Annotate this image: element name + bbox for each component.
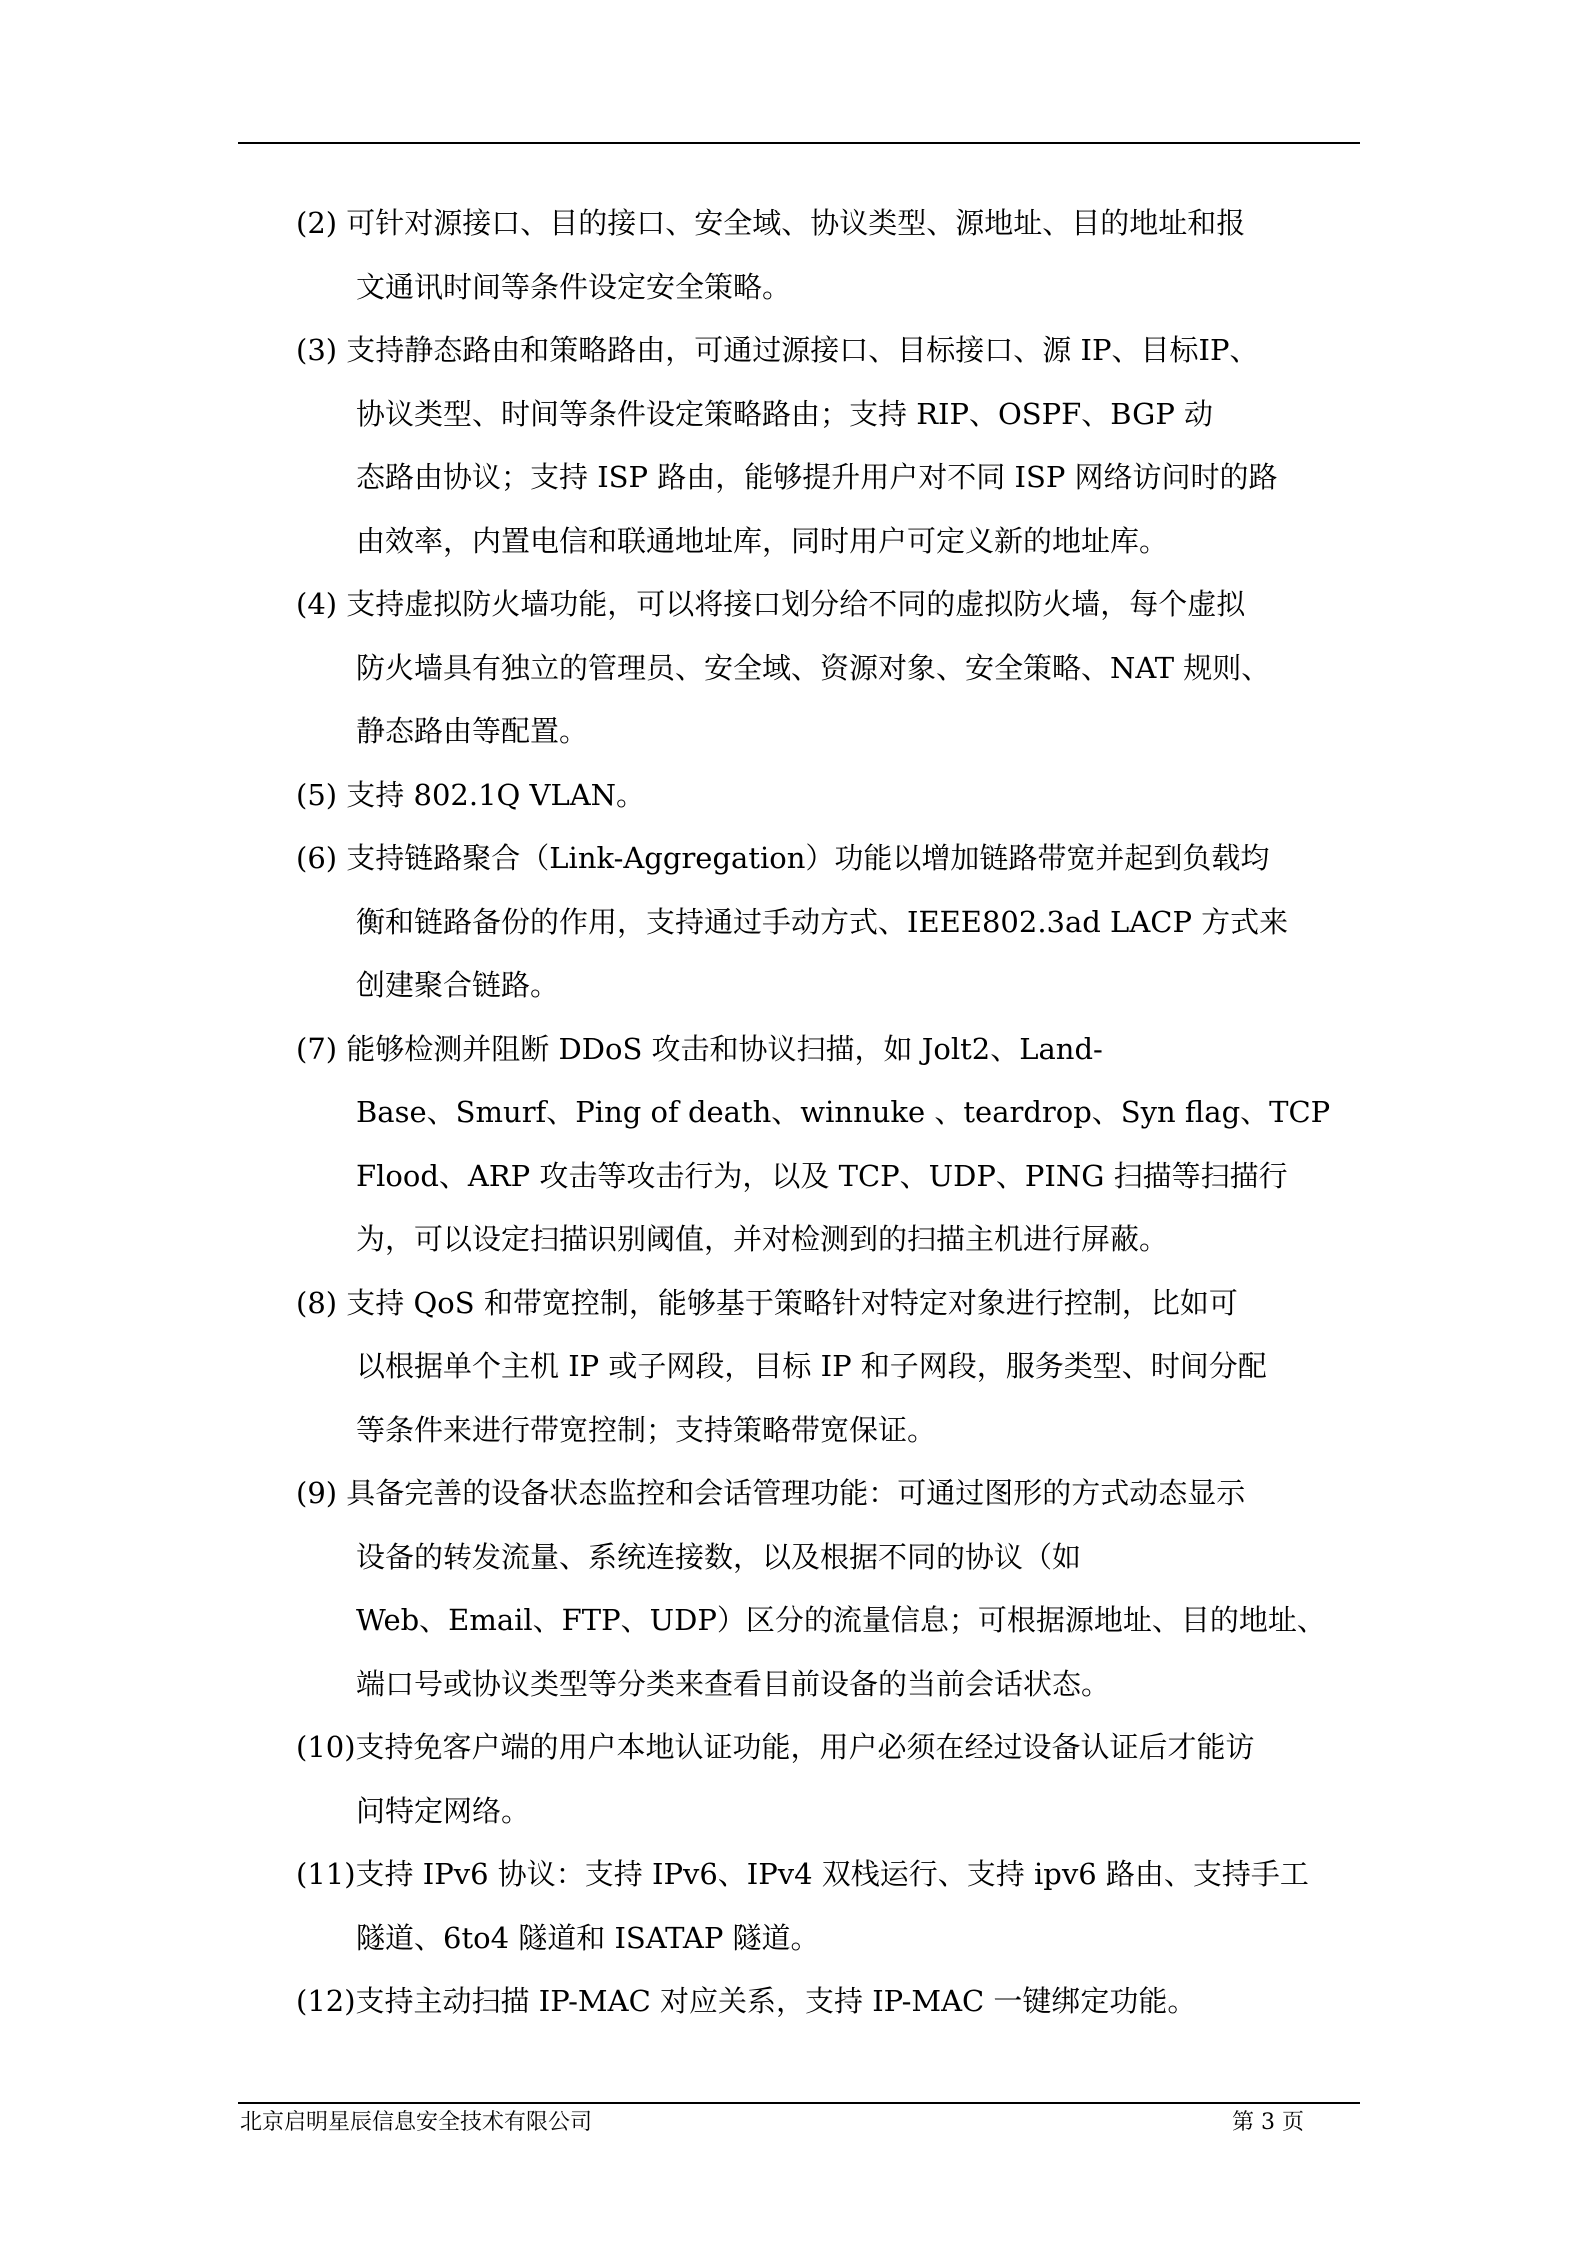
list-item	[238, 192, 1368, 319]
list-item	[238, 1970, 1368, 2034]
item-line: (11)支持 IPv6 协议：支持 IPv6、IPv4 双栈运行、支持 ipv6 路由、支持手工	[296, 1857, 1309, 1891]
item-line: (2) 可针对源接口、目的接口、安全域、协议类型、源地址、目的地址和报	[296, 206, 1246, 240]
item-line: 问特定网络。	[356, 1793, 531, 1828]
list-item	[238, 1716, 1368, 1843]
footer-rule	[238, 2102, 1360, 2104]
item-line: (3) 支持静态路由和策略路由，可通过源接口、目标接口、源 IP、目标IP、	[296, 333, 1259, 367]
item-line: (8) 支持 QoS 和带宽控制，能够基于策略针对特定对象进行控制，比如可	[296, 1285, 1238, 1320]
item-line: (10)支持免客户端的用户本地认证功能，用户必须在经过设备认证后才能访	[296, 1730, 1255, 1764]
item-line: 端口号或协议类型等分类来查看目前设备的当前会话状态。	[356, 1666, 1111, 1701]
item-line: 隧道、6to4 隧道和 ISATAP 隧道。	[356, 1920, 820, 1955]
list-item	[238, 1272, 1368, 1463]
item-line: Base、Smurf、Ping of death、winnuke 、teardrop、Syn flag、TCP	[356, 1095, 1331, 1129]
item-line: 协议类型、时间等条件设定策略路由；支持 RIP、OSPF、BGP 动	[356, 396, 1214, 431]
item-line: 文通讯时间等条件设定安全策略。	[356, 269, 792, 304]
header-rule	[238, 142, 1360, 144]
item-line: 衡和链路备份的作用，支持通过手动方式、IEEE802.3ad LACP 方式来	[356, 904, 1289, 939]
list-item	[238, 1843, 1368, 1970]
item-line: Flood、ARP 攻击等攻击行为，以及 TCP、UDP、PING 扫描等扫描行	[356, 1158, 1288, 1193]
list-item	[238, 319, 1368, 573]
list-item	[238, 1018, 1368, 1272]
item-line: 创建聚合链路。	[356, 968, 560, 1002]
item-line: 静态路由等配置。	[356, 714, 589, 748]
item-line: (4) 支持虚拟防火墙功能，可以将接口划分给不同的虚拟防火墙，每个虚拟	[296, 587, 1246, 621]
document-body	[238, 192, 1368, 2034]
item-line: Web、Email、FTP、UDP）区分的流量信息；可根据源地址、目的地址、	[356, 1603, 1326, 1637]
item-line: (12)支持主动扫描 IP-MAC 对应关系，支持 IP-MAC 一键绑定功能。	[296, 1984, 1197, 2018]
item-line: 态路由协议；支持 ISP 路由，能够提升用户对不同 ISP 网络访问时的路	[356, 460, 1278, 494]
item-line: 由效率，内置电信和联通地址库，同时用户可定义新的地址库。	[356, 523, 1169, 558]
item-line: (9) 具备完善的设备状态监控和会话管理功能：可通过图形的方式动态显示	[296, 1476, 1246, 1510]
list-item	[238, 573, 1368, 764]
item-line: 设备的转发流量、系统连接数，以及根据不同的协议（如	[356, 1539, 1082, 1574]
item-line: (7) 能够检测并阻断 DDoS 攻击和协议扫描，如 Jolt2、Land-	[296, 1031, 1103, 1066]
list-item	[238, 827, 1368, 1018]
item-line: (5) 支持 802.1Q VLAN。	[296, 777, 646, 812]
item-line: 以根据单个主机 IP 或子网段，目标 IP 和子网段，服务类型、时间分配	[356, 1349, 1267, 1383]
item-line: 防火墙具有独立的管理员、安全域、资源对象、安全策略、NAT 规则、	[356, 650, 1271, 685]
item-line: (6) 支持链路聚合（Link-Aggregation）功能以增加链路带宽并起到负载均	[296, 841, 1270, 875]
list-item	[238, 764, 1368, 828]
item-line: 为，可以设定扫描识别阈值，并对检测到的扫描主机进行屏蔽。	[356, 1222, 1169, 1256]
footer-company-name: 北京启明星辰信息安全技术有限公司	[240, 2110, 593, 2135]
item-line: 等条件来进行带宽控制；支持策略带宽保证。	[356, 1412, 937, 1447]
list-item	[238, 1462, 1368, 1716]
footer-page-number: 第 3 页	[1232, 2110, 1304, 2135]
